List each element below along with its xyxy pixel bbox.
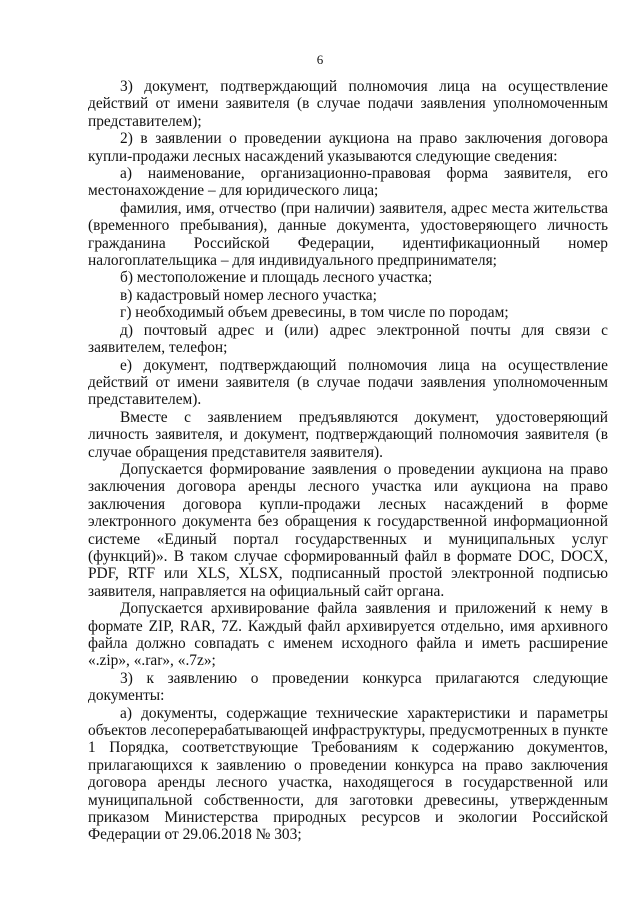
paragraph-electronic-application: Допускается формирование заявления о проведении аукциона на право заключения договора аренды лесного участка или аукциона на право заключения договора купли-продажи лесных насаждений в форме электронного документа без обращения к государственной информационной системе «Единый портал государственных и муниципальных услуг (функций)». В таком случае сформированный файл в формате DOC, DOCX, PDF, RTF или XLS, XLSX, подписанный простой электронной подписью заявителя, направляется на официальный сайт органа. <box>88 460 608 600</box>
paragraph-identity-documents: Вместе с заявлением предъявляются документ, удостоверяющий личность заявителя, и документ, подтверждающий полномочия заявителя (в случае обращения представителя заявителя). <box>88 408 608 461</box>
document-body <box>88 78 608 844</box>
paragraph-item-v-cadastral-number: в) кадастровый номер лесного участка; <box>120 286 377 304</box>
paragraph-item-g-timber-volume: г) необходимый объем древесины, в том числе по породам; <box>120 304 509 322</box>
paragraph-item-a-legal-entity: а) наименование, организационно-правовая форма заявителя, его местонахождение – для юридического лица; <box>88 165 608 200</box>
paragraph-individual-entrepreneur: фамилия, имя, отчество (при наличии) заявителя, адрес места жительства (временного пребывания), данные документа, удостоверяющего личность гражданина Российской Федерации, идентификационный номер налогоплательщика – для индивидуального предпринимателя; <box>88 199 608 270</box>
paragraph-item-2-auction-application: 2) в заявлении о проведении аукциона на право заключения договора купли-продажи лесных насаждений указываются следующие сведения: <box>88 130 608 165</box>
paragraph-item-3-contest-documents: 3) к заявлению о проведении конкурса прилагаются следующие документы: <box>88 669 608 705</box>
paragraph-item-e-power-of-attorney: е) документ, подтверждающий полномочия лица на осуществление действий от имени заявителя (в случае подачи заявления уполномоченным представителем). <box>88 356 608 409</box>
page-number: 6 <box>316 52 324 67</box>
paragraph-item-b-location: б) местоположение и площадь лесного участка; <box>120 269 433 287</box>
paragraph-item-d-contact-address: д) почтовый адрес и (или) адрес электронной почты для связи с заявителем, телефон; <box>88 321 608 357</box>
paragraph-item-3-power-of-attorney: 3) документ, подтверждающий полномочия лица на осуществление действий от имени заявителя (в случае подачи заявления уполномоченным представителем); <box>88 78 608 130</box>
paragraph-archiving: Допускается архивирование файла заявления и приложений к нему в формате ZIP, RAR, 7Z. Каждый файл архивируется отдельно, имя архивного файла должно совпадать с именем исходного файла и иметь расширение «.zip», «.rar», «.7z»; <box>88 600 608 670</box>
paragraph-item-a-technical-documents: а) документы, содержащие технические характеристики и параметры объектов лесоперерабатывающей инфраструктуры, предусмотренных в пункте 1 Порядка, соответствующие Требованиям к содержанию документов, прилагающихся к заявлению о проведении конкурса на право заключения договора аренды лесного участка, находящегося в государственной или муниципальной собственности, для заготовки древесины, утвержденным приказом Министерства природных ресурсов и экологии Российской Федерации от 29.06.2018 № 303; <box>88 704 608 844</box>
